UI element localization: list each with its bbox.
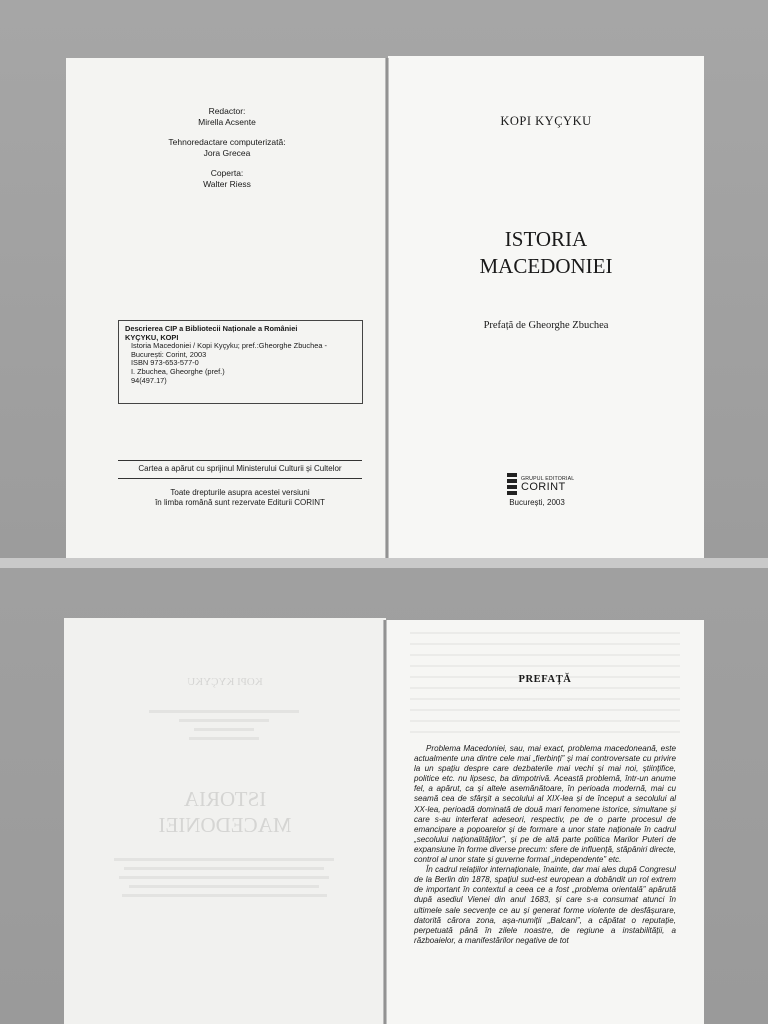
cip-author: KYÇYKU, KOPI bbox=[125, 332, 179, 342]
ghost-author: KOPI KYÇYKU bbox=[187, 676, 263, 688]
credit-editor bbox=[66, 106, 388, 128]
cip-title-line: Istoria Macedoniei / Kopi Kyçyku; pref.:Gheorghe Zbuchea - bbox=[131, 341, 327, 351]
ghost-text-lines bbox=[104, 858, 344, 903]
credit-name: Mirella Acsente bbox=[198, 117, 256, 127]
cip-classification: 94(497.17) bbox=[131, 375, 167, 385]
publisher-imprint bbox=[506, 472, 586, 507]
divider-top bbox=[118, 460, 362, 461]
credits-block bbox=[66, 106, 388, 199]
preface-credit: Prefață de Gheorghe Zbuchea bbox=[483, 320, 609, 331]
title-line: ISTORIA bbox=[504, 227, 588, 251]
support-note: Cartea a apărut cu sprijinul Ministerului Culturii și Cultelor bbox=[138, 464, 342, 473]
credit-role: Tehnoredactare computerizată: bbox=[168, 137, 286, 147]
ghost-title-line: ISTORIA bbox=[183, 787, 267, 811]
paragraph: Problema Macedoniei, sau, mai exact, problema macedoneană, este actualmente una dintre cele mai „fierbinți” și mai controversate cu privire la un spațiu despre care dezbaterile mai vechi și mai noi, științifice, politice etc. nu lipsesc, ba dimpotrivă. Această problemă, într-un anume fel, a apărut, ca și altele asemănătoare, în perioada modernă, mai cu seamă cea de sfârșit a secolului al XIX-lea și de început a secolului al XX-lea, perioadă dominată de două mari fenomene istorice, simultane și care s-au interferat adeseori, respectiv, pe de o parte procesul de emancipare a popoarelor și de formare a unor state naționale în cadrul „secolului naționalităților”, și pe de altă parte politica Marilor Puteri de expansiune în forme diverse precum: sfere de influență, stăpâniri directe, control al unor state și guverne formal „independente” etc. bbox=[414, 744, 676, 865]
cip-contributor: I. Zbuchea, Gheorghe (pref.) bbox=[131, 366, 225, 376]
ghost-title bbox=[64, 786, 386, 838]
book-stack-icon bbox=[506, 472, 518, 496]
cip-box bbox=[118, 320, 363, 404]
cip-imprint: București: Corint, 2003 bbox=[131, 349, 207, 359]
credit-name: Walter Riess bbox=[203, 179, 251, 189]
book-spine-bottom bbox=[383, 620, 387, 1024]
publisher-name: CORINT bbox=[521, 480, 566, 493]
author-name: KOPI KYÇYKU bbox=[500, 114, 592, 128]
preface-heading: PREFAȚĂ bbox=[518, 674, 572, 685]
divider-bottom bbox=[118, 478, 362, 479]
credit-name: Jora Grecea bbox=[203, 148, 251, 158]
credit-role: Coperta: bbox=[210, 168, 244, 178]
ghost-text-lines bbox=[104, 710, 344, 746]
ghost-title-line: MACEDONIEI bbox=[158, 813, 292, 837]
rights-line: în limba română sunt rezervate Editurii CORINT bbox=[155, 498, 325, 507]
credit-role: Redactor: bbox=[208, 106, 246, 116]
publisher-group: GRUPUL EDITORIAL bbox=[521, 475, 575, 482]
rights-note bbox=[118, 488, 362, 508]
rights-line: Toate drepturile asupra acestei versiuni bbox=[170, 488, 310, 497]
book-title bbox=[388, 226, 704, 280]
book-spine-top bbox=[385, 58, 389, 558]
colophon-page bbox=[66, 58, 388, 558]
publisher-city-year: București, 2003 bbox=[509, 498, 565, 507]
show-through-lines bbox=[410, 632, 680, 742]
preface-page bbox=[386, 620, 704, 1024]
title-page bbox=[388, 56, 704, 558]
cip-isbn: ISBN 973-653-577-0 bbox=[131, 358, 199, 368]
cip-header: Descrierea CIP a Bibliotecii Naționale a României bbox=[125, 324, 298, 333]
show-through-page bbox=[64, 618, 386, 1024]
title-line: MACEDONIEI bbox=[479, 254, 613, 278]
credit-typesetting bbox=[66, 137, 388, 159]
preface-body bbox=[414, 744, 676, 946]
paragraph: În cadrul relațiilor internaționale, înainte, dar mai ales după Congresul de la Berlin din 1878, spațiul sud-est european a dobândit un rol extrem de important în contextul a ceea ce a fost „problema orientală” apărută după asediul Vienei din anul 1683, și care s-a consumat atunci în ultimele sale secvențe ce au și generat forme violente de desfășurare, datorită cărora zona, așa-numiții „Balcani”, a căpătat o reputație, perpetuată până în zilele noastre, de regiune a instabilității, a războaielor, a manifestărilor negative de tot bbox=[414, 865, 676, 945]
credit-cover bbox=[66, 168, 388, 190]
publisher-logo bbox=[506, 472, 586, 496]
